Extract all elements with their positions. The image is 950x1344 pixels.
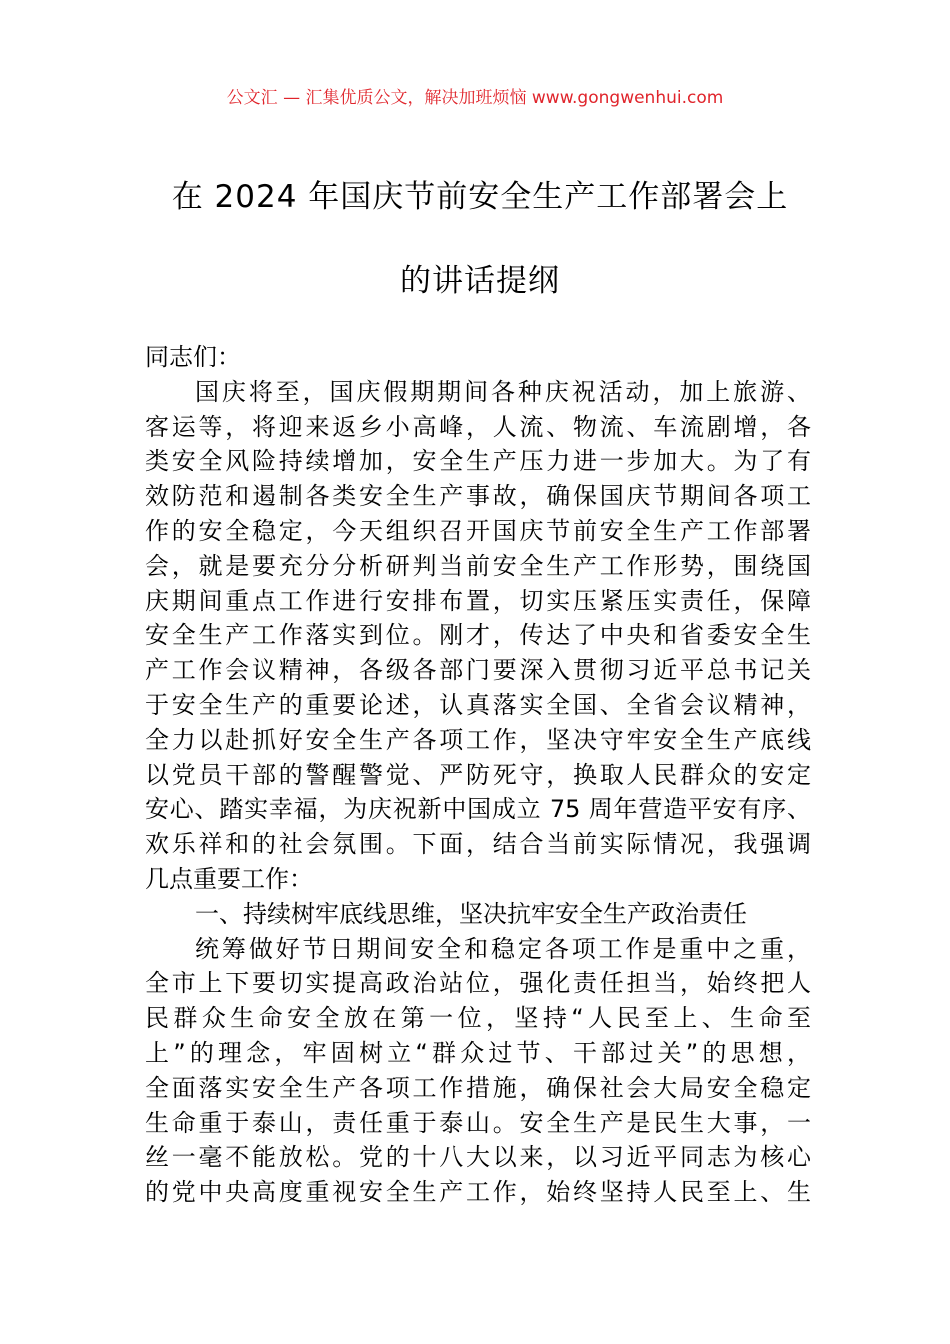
text-line: 作的安全稳定，今天组织召开国庆节前安全生产工作部署 (145, 516, 811, 545)
paragraph-intro (145, 375, 811, 897)
text-line: 安全生产工作落实到位。刚才，传达了中央和省委安全生 (145, 621, 811, 650)
text-line: 统筹做好节日期间安全和稳定各项工作是重中之重， (195, 934, 811, 963)
document-body (145, 340, 811, 1210)
text-line: 丝一毫不能放松。党的十八大以来，以习近平同志为核心 (145, 1143, 811, 1172)
text-line: 上”的理念，牢固树立“群众过节、干部过关”的思想， (145, 1038, 811, 1067)
text-line: 全面落实安全生产各项工作措施，确保社会大局安全稳定 (145, 1073, 811, 1102)
text-line: 于安全生产的重要论述，认真落实全国、全省会议精神， (145, 690, 811, 719)
title-line-1: 在 2024 年国庆节前安全生产工作部署会上 (171, 179, 789, 215)
text-line: 的党中央高度重视安全生产工作，始终坚持人民至上、生 (145, 1178, 811, 1207)
text-line: 生命重于泰山，责任重于泰山。安全生产是民生大事，一 (145, 1108, 811, 1137)
text-line: 会，就是要充分分析研判当前安全生产工作形势，围绕国 (145, 551, 811, 580)
header-banner: 公文汇 — 汇集优质公文，解决加班烦恼 www.gongwenhui.com (226, 88, 724, 108)
text-line: 效防范和遏制各类安全生产事故，确保国庆节期间各项工 (145, 482, 811, 511)
text-line: 国庆将至，国庆假期期间各种庆祝活动，加上旅游、 (195, 377, 811, 406)
text-line: 以党员干部的警醒警觉、严防死守，换取人民群众的安定 (145, 760, 811, 789)
paragraph-section-1 (145, 932, 811, 1210)
text-line: 全力以赴抓好安全生产各项工作，坚决守牢安全生产底线 (145, 725, 811, 754)
section-heading-1: 一、持续树牢底线思维，坚决抗牢安全生产政治责任 (195, 899, 747, 928)
text-line: 庆期间重点工作进行安排布置，切实压紧压实责任，保障 (145, 586, 811, 615)
document-title (140, 155, 820, 323)
title-line-2: 的讲话提纲 (400, 263, 560, 299)
text-line: 安心、踏实幸福，为庆祝新中国成立 75 周年营造平安有序、 (145, 795, 811, 824)
text-line: 产工作会议精神，各级各部门要深入贯彻习近平总书记关 (145, 656, 811, 685)
salutation: 同志们： (145, 343, 241, 371)
text-line: 欢乐祥和的社会氛围。下面，结合当前实际情况，我强调 (145, 830, 811, 859)
text-line: 民群众生命安全放在第一位，坚持“人民至上、生命至 (145, 1004, 811, 1033)
text-line: 客运等，将迎来返乡小高峰，人流、物流、车流剧增，各 (145, 412, 811, 441)
text-line: 类安全风险持续增加，安全生产压力进一步加大。为了有 (145, 447, 811, 476)
text-line: 几点重要工作： (145, 864, 313, 893)
text-line: 全市上下要切实提高政治站位，强化责任担当，始终把人 (145, 969, 811, 998)
